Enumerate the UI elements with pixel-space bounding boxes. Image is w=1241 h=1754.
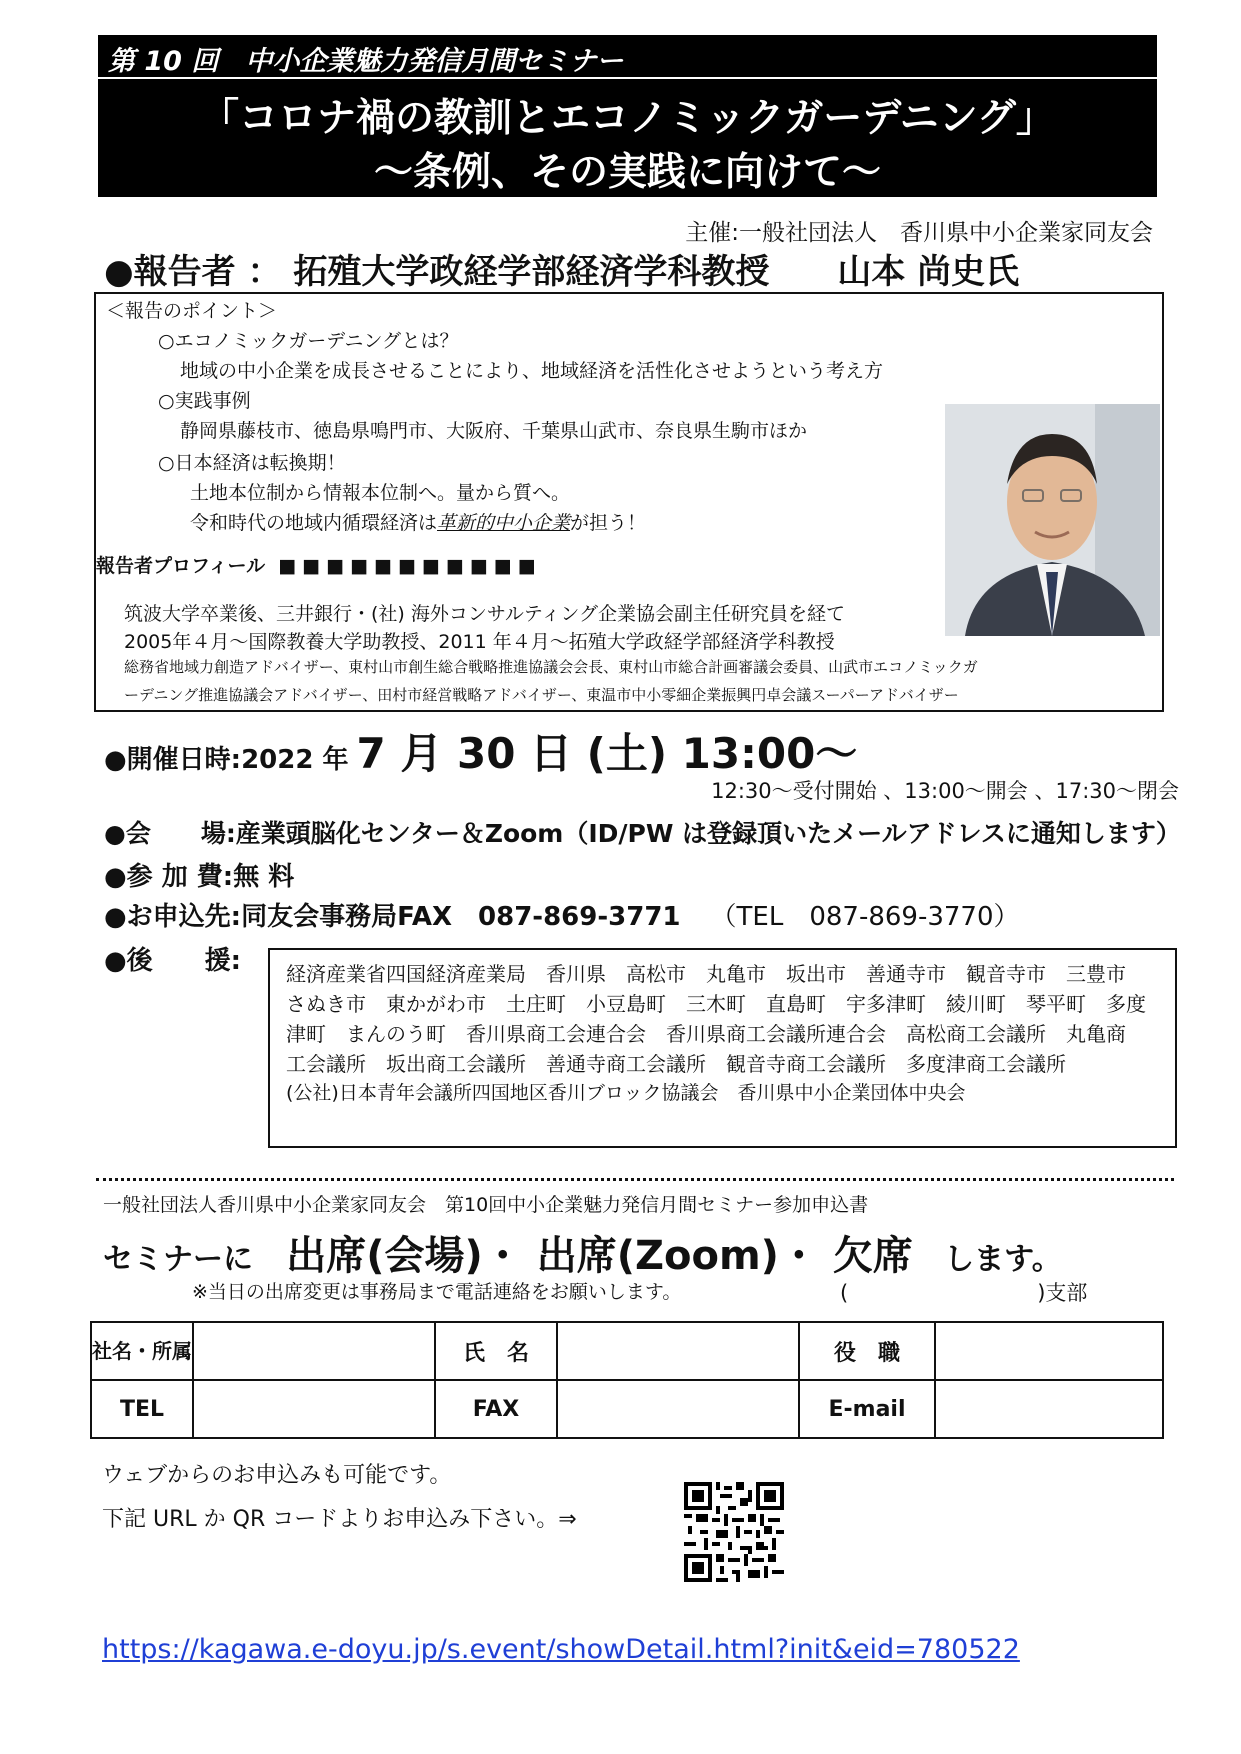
- email-field[interactable]: [935, 1380, 1163, 1438]
- attendance-options[interactable]: セミナーに 出席(会場)・ 出席(Zoom)・ 欠席 します。: [103, 1233, 1062, 1279]
- header-divider: [98, 77, 1157, 79]
- point-line: ○日本経済は転換期！: [158, 452, 346, 474]
- form-heading: 一般社団法人香川県中小企業家同友会 第10回中小企業魅力発信月間セミナー参加申込書: [103, 1194, 869, 1216]
- event-venue: ●会 場:産業頭脳化センター＆Zoom（ID/PW は登録頂いたメールアドレスに通知します）: [104, 819, 1181, 848]
- position-field[interactable]: [935, 1322, 1163, 1380]
- seminar-series: 第 10 回 中小企業魅力発信月間セミナー: [108, 46, 624, 77]
- reporter: ●報告者 ： 拓殖大学政経学部経済学科教授 山本 尚史氏: [104, 252, 1020, 292]
- point-line: 静岡県藤枝市、徳島県鳴門市、大阪府、千葉県山武市、奈良県生駒市ほか: [180, 420, 808, 442]
- registration-url[interactable]: https://kagawa.e-doyu.jp/s.event/showDetail.html?init&eid=780522: [102, 1634, 1020, 1665]
- tel-label: TEL: [91, 1380, 193, 1438]
- supporter-line: 津町 まんのう町 香川県商工会連合会 香川県商工会議所連合会 高松商工会議所 丸亀商: [286, 1022, 1126, 1046]
- speaker-photo: [945, 404, 1160, 636]
- branch-field[interactable]: ( )支部: [840, 1281, 1088, 1305]
- supporter-line: 工会議所 坂出商工会議所 善通寺商工会議所 観音寺商工会議所 多度津商工会議所: [286, 1052, 1066, 1076]
- supporters-box: [268, 948, 1177, 1148]
- profile-line: 2005年４月～国際教養大学助教授、2011 年４月～拓殖大学政経学部経済学科教授: [124, 631, 835, 653]
- point-line: 土地本位制から情報本位制へ。量から質へ。: [190, 482, 571, 504]
- event-fee: ●参 加 費:無 料: [104, 862, 295, 892]
- fax-label: FAX: [435, 1380, 557, 1438]
- change-note: ※当日の出席変更は事務局まで電話連絡をお願いします。: [192, 1281, 682, 1303]
- web-note: ウェブからのお申込みも可能です。: [102, 1463, 452, 1488]
- points-heading: ＜報告のポイント＞: [106, 300, 278, 322]
- profile-heading: 報告者プロフィール ■■■■■■■■■■■: [96, 555, 542, 577]
- event-schedule: 12:30～受付開始 、13:00～開会 、17:30～閉会: [711, 779, 1179, 803]
- fax-field[interactable]: [557, 1380, 799, 1438]
- name-field[interactable]: [557, 1322, 799, 1380]
- header-banner: [98, 35, 1157, 197]
- point-line: 地域の中小企業を成長させることにより、地域経済を活性化させようという考え方: [180, 360, 884, 382]
- name-label: 氏 名: [435, 1322, 557, 1380]
- event-date: ●開催日時:2022 年 7 月 30 日 (土) 13:00～: [104, 729, 858, 778]
- event-apply: ●お申込先:同友会事務局FAX 087-869-3771 （TEL 087-869-3770）: [104, 902, 1020, 932]
- application-table: [90, 1321, 1164, 1439]
- profile-line: ーデニング推進協議会アドバイザー、田村市経営戦略アドバイザー、東温市中小零細企業振興円卓会議スーパーアドバイザー: [124, 686, 959, 704]
- profile-line: 筑波大学卒業後、三井銀行・(社) 海外コンサルティング企業協会副主任研究員を経て: [124, 603, 846, 625]
- seminar-title: 「コロナ禍の教訓とエコノミックガーデニング」: [200, 96, 1055, 141]
- qr-code-icon[interactable]: [684, 1482, 784, 1582]
- email-label: E-mail: [799, 1380, 935, 1438]
- profile-line: 総務省地域力創造アドバイザー、東村山市創生総合戦略推進協議会会長、東村山市総合計画審議会委員、山武市エコノミックガ: [124, 658, 978, 676]
- seminar-subtitle: ～条例、その実践に向けて～: [373, 150, 881, 195]
- support-label: ●後 援:: [104, 946, 242, 976]
- organizer: 主催:一般社団法人 香川県中小企業家同友会: [685, 220, 1153, 246]
- web-instruction: 下記 URL か QR コードよりお申込み下さい。⇒: [102, 1507, 577, 1532]
- point-line: ○エコノミックガーデニングとは？: [158, 330, 459, 352]
- company-label: 社名・所属: [91, 1322, 193, 1380]
- supporter-line: さぬき市 東かがわ市 土庄町 小豆島町 三木町 直島町 宇多津町 綾川町 琴平町 多度: [286, 992, 1146, 1016]
- point-line-emphasis: 令和時代の地域内循環経済は革新的中小企業が担う！: [190, 512, 647, 534]
- company-field[interactable]: [193, 1322, 435, 1380]
- position-label: 役 職: [799, 1322, 935, 1380]
- cut-line: [96, 1178, 1174, 1181]
- supporter-line: 経済産業省四国経済産業局 香川県 高松市 丸亀市 坂出市 善通寺市 観音寺市 三豊市: [286, 962, 1126, 986]
- tel-field[interactable]: [193, 1380, 435, 1438]
- point-line: ○実践事例: [158, 390, 251, 412]
- supporter-line: (公社)日本青年会議所四国地区香川ブロック協議会 香川県中小企業団体中央会: [286, 1082, 966, 1104]
- report-points-box: [94, 292, 1164, 712]
